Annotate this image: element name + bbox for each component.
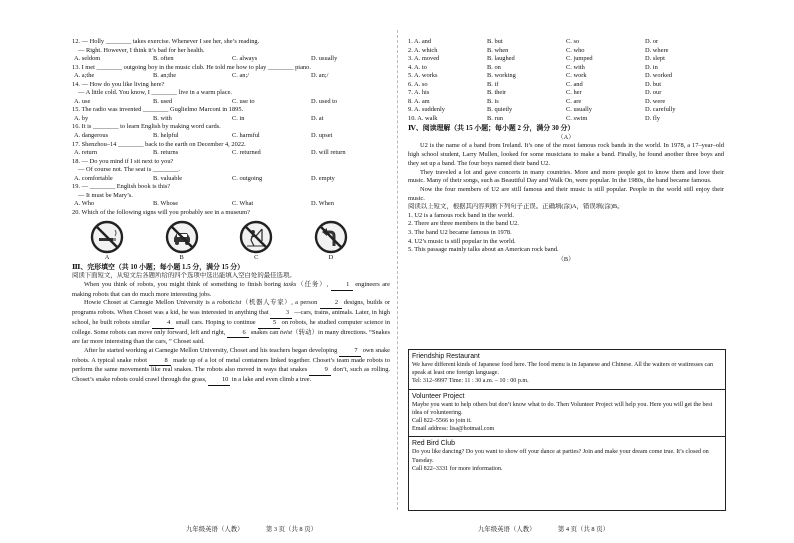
- option: B. when: [487, 46, 509, 54]
- option: D. carefully: [645, 106, 676, 114]
- option: B. with: [153, 114, 172, 122]
- cloze-option-row: [408, 55, 724, 64]
- passage-a: [408, 142, 724, 203]
- option: B. laughed: [487, 55, 515, 63]
- cloze-blank: 3: [270, 309, 292, 319]
- option: C. use to: [232, 97, 255, 105]
- notice-title: Volunteer Project: [412, 392, 465, 400]
- sign-a: [88, 220, 126, 262]
- option: D. empty: [311, 174, 335, 182]
- cloze-blank: 10: [208, 376, 230, 386]
- option-row: [72, 149, 390, 158]
- cloze-text: small cars. Hoping to continue: [173, 318, 258, 326]
- cloze-option-row: [408, 38, 724, 47]
- option: C. What: [232, 200, 254, 208]
- option: 8. A. am: [408, 97, 430, 105]
- option: D. where: [645, 46, 669, 54]
- cloze-passage: [72, 281, 390, 386]
- cloze-blank: 6: [227, 329, 249, 339]
- option: C. so: [566, 38, 580, 45]
- option-row: [72, 175, 390, 184]
- question-reply: — It must be Mary’s.: [78, 191, 133, 199]
- statement: 4. U2’s music is still popular in the world.: [408, 237, 516, 245]
- option: B. often: [153, 55, 174, 63]
- option: 6. A. so: [408, 80, 428, 88]
- statement: 5. This passage mainly talks about an American rock band.: [408, 246, 559, 254]
- cloze-blank: 4: [152, 319, 174, 329]
- question-stem: 17. Shenzhou–14 ________ back to the earth on December 4, 2022.: [72, 140, 246, 148]
- sign-b: [163, 220, 201, 262]
- sign-d: [312, 220, 350, 262]
- option-row: [72, 98, 390, 107]
- notice-box: [409, 390, 725, 438]
- option: A. comfortable: [74, 174, 113, 182]
- right-page: [408, 38, 724, 264]
- sign-letter: A: [104, 254, 110, 262]
- question-reply: — A little cold. You know, I ________ live in a warm place.: [78, 89, 233, 97]
- option: B. Whose: [153, 200, 179, 208]
- cloze-text: （转动）in many directions. “Snakes are far more interesting than the cars, ” Choset said.: [72, 328, 390, 346]
- cloze-blank: 2: [320, 299, 342, 309]
- glossed-word: tasks: [283, 281, 297, 289]
- cloze-blank: 7: [339, 347, 361, 357]
- passage-a-label: （A）: [557, 134, 575, 142]
- option: 4. A. to: [408, 63, 427, 71]
- cloze-option-row: [408, 47, 724, 56]
- question-stem: 16. It is ________ to learn English by making word cards.: [72, 123, 221, 131]
- glossed-word: twist: [280, 328, 293, 336]
- option: C. returned: [232, 149, 261, 157]
- passage-paragraph: Now the four members of U2 are still famous and their music is still popular. People in the world still enjoy their music.: [408, 185, 724, 202]
- option: A. Who: [74, 200, 95, 208]
- cloze-text: own snake robots. A typical snake robot: [72, 346, 390, 364]
- left-page: [72, 38, 390, 386]
- option: C. are: [566, 97, 582, 105]
- cloze-text: in a lake and even climb a tree.: [230, 376, 312, 384]
- option: 3. A. moved: [408, 55, 440, 63]
- cloze-option-row: [408, 98, 724, 107]
- option: D. our: [645, 89, 662, 97]
- cloze-text: designs, builds or programs robots. When Choset was a kid, he was interested in anything that: [72, 299, 391, 317]
- option: D. slept: [645, 55, 665, 63]
- option: 9. A. suddenly: [408, 106, 445, 114]
- cloze-option-row: [408, 89, 724, 98]
- no-left-turn-icon: [312, 220, 350, 254]
- option: C. always: [232, 55, 258, 63]
- option: A. dangerous: [74, 132, 109, 140]
- page-divider: [397, 30, 398, 510]
- cloze-option-row: [408, 115, 724, 124]
- option: C. who: [566, 46, 585, 54]
- option: B. helpful: [153, 132, 179, 140]
- notice-line: Email address: lisa@hotmail.com: [412, 426, 495, 433]
- cloze-option-row: [408, 106, 724, 115]
- notice-box: [409, 350, 725, 390]
- notice-title: Red Bird Club: [412, 440, 455, 448]
- option: A. seldom: [74, 55, 101, 63]
- option: D. or: [645, 38, 659, 45]
- option-row: [72, 72, 390, 81]
- option: A. by: [74, 114, 89, 122]
- notice-line: Do you like dancing? Do you want to show off your dance at parties? Join and make your dream come true. It’s closed on Tuesday.: [412, 449, 709, 464]
- option: B. valuable: [153, 174, 183, 182]
- cloze-text: （机器人专家）, a person: [241, 299, 320, 307]
- option: C. her: [566, 89, 582, 97]
- question-stem: 20. Which of the following signs will you probably see in a museum?: [72, 208, 250, 216]
- notice-line: We have different kinds of Japanese food here. The food menu is in Japanese and Chinese. All the waiters or waitresses can speak at least one foreign language.: [412, 362, 713, 377]
- statement: 1. U2 is a famous rock band in the world.: [408, 211, 514, 219]
- sign-pictures: [88, 220, 350, 262]
- notice-line: Tel: 312–9997 Time: 11 : 30 a.m. – 10 : 00 p.m.: [412, 378, 529, 385]
- no-smoking-icon: [88, 220, 126, 254]
- statements: [408, 212, 724, 255]
- glossed-word: roboticist: [217, 299, 242, 307]
- cloze-option-row: [408, 72, 724, 81]
- option: B. but: [487, 38, 503, 45]
- passage-paragraph: U2 is the name of a band from Ireland. It’s one of the most famous rock bands in the world. In 1978, a 17–year–old high school student, Larry Mullen, looked for some musicians to make a band. Finally, he found another three boys and they set up a band. The four boys named their band U2.: [408, 142, 724, 167]
- option: 10. A. walk: [408, 114, 438, 122]
- option-row: [72, 55, 390, 64]
- option: C. outgoing: [232, 174, 263, 182]
- option: D. usually: [311, 55, 338, 63]
- option: B. returns: [153, 149, 179, 157]
- option: D. at: [311, 114, 324, 122]
- cloze-paragraph: [72, 299, 390, 347]
- option: C. in: [232, 114, 245, 122]
- section4-title: Ⅳ、阅读理解（共 15 小题；每小题 2 分，满分 30 分）: [408, 125, 575, 133]
- instruction-a: 阅读以上短文，根据其内容判断下列句子正误。正确填(涂)A，错误填(涂)B。: [408, 203, 624, 211]
- no-fishing-icon: [237, 220, 275, 254]
- option: C. with: [566, 63, 585, 71]
- right-footer: 九年级英语（人教） 第 4 页（共 8 页）: [478, 526, 610, 533]
- cloze-text: don’t, such as rolling. Choset’s snake robots could crawl through the grass,: [72, 366, 391, 384]
- option: C. usually: [566, 106, 592, 114]
- option-row: [72, 115, 390, 124]
- option: B. if: [487, 80, 499, 88]
- option: A. a;the: [74, 72, 95, 80]
- no-cars-icon: [163, 220, 201, 254]
- notice-box: [409, 437, 725, 476]
- cloze-blank: 9: [309, 366, 331, 376]
- option: B. run: [487, 114, 503, 122]
- option: D. in: [645, 63, 658, 71]
- question-stem: 15. The radio was invented ________ Guglielmo Marconi in 1895.: [72, 106, 244, 114]
- option: B. working: [487, 72, 516, 80]
- notices: [408, 349, 726, 511]
- option: B. their: [487, 89, 507, 97]
- cloze-text: made up of a lot of metal containers linked together. Choset’s team made robots to perform the same movements like real snakes. The robots also moved in ways that snakes: [72, 356, 390, 374]
- cloze-text: on robots, he studied computer science in college. Some robots can move only forward, left and right,: [72, 318, 390, 336]
- statement: 3. The band U2 became famous in 1978.: [408, 229, 512, 237]
- cloze-blank: 1: [331, 281, 353, 291]
- question-stem: 12. — Holly ________ takes exercise. Whenever I see her, she’s reading.: [72, 38, 260, 45]
- option: C. jumped: [566, 55, 593, 63]
- question-reply: — Of course not. The seat is ________.: [78, 166, 180, 174]
- statement: 2. There are three members in the band U2.: [408, 220, 519, 228]
- section3-title: Ⅲ、完形填空（共 10 小题；每小题 1.5 分，满分 15 分）: [72, 264, 245, 272]
- cloze-text: When you think of robots, you might think of something to finish boring: [84, 281, 284, 289]
- section3-instruction: 阅读下面短文，从短文后各题所给的四个选项中选出能填入空白处的最佳选项。: [72, 272, 296, 280]
- cloze-blank: 8: [149, 357, 171, 367]
- cloze-paragraph: [72, 347, 390, 386]
- option: D. an;/: [311, 72, 329, 80]
- cloze-text: snakes can: [249, 328, 280, 336]
- cloze-option-row: [408, 81, 724, 90]
- option: 5. A. works: [408, 72, 438, 80]
- passage-paragraph: They traveled a lot and gave concerts in many countries. More and more people got to know them and love their music. Many of their songs, such as Beautiful Day and Walk On, were popular. In the 1980s, the band became famous.: [408, 168, 724, 185]
- option: D. When: [311, 200, 334, 208]
- option: B. on: [487, 63, 501, 71]
- cloze-text: Howie Choset at Carnegie Mellon University is a: [84, 299, 218, 307]
- option: 2. A. which: [408, 46, 438, 54]
- option-row: [72, 200, 390, 209]
- option: D. will return: [311, 149, 346, 157]
- option: A. return: [74, 149, 98, 157]
- cloze-text: —cars, trains, animals. Later, in high school, he built robots similar: [72, 309, 390, 326]
- cloze-option-row: [408, 64, 724, 73]
- option: D. upset: [311, 132, 333, 140]
- multiple-choice-section: [72, 38, 390, 217]
- question-stem: 18. — Do you mind if I sit next to you?: [72, 157, 174, 165]
- notice-title: Friendship Restaurant: [412, 353, 480, 360]
- option: C. harmful: [232, 132, 260, 140]
- option: D. were: [645, 97, 666, 105]
- option: C. swim: [566, 114, 588, 122]
- option: D. worked: [645, 72, 672, 80]
- option-row: [72, 132, 390, 141]
- cloze-blank: 5: [258, 319, 280, 329]
- option: D. used to: [311, 97, 338, 105]
- sign-letter: D: [328, 254, 334, 262]
- option: C. work: [566, 72, 587, 80]
- passage-b-label: （B）: [557, 255, 575, 263]
- option: D. but: [645, 80, 661, 88]
- option: 1. A. and: [408, 38, 432, 45]
- sign-letter: C: [254, 254, 259, 262]
- cloze-options: [408, 38, 724, 123]
- cloze-text: engineers are making robots that can do much more interesting jobs.: [72, 281, 391, 298]
- option: B. is: [487, 97, 499, 105]
- notice-line: Call 822–5566 to join it.: [412, 418, 472, 425]
- cloze-text: After he started working at Carnegie Mellon University, Choset and his teachers began developing: [84, 346, 340, 354]
- option: B. quietly: [487, 106, 513, 114]
- option: C. an;/: [232, 72, 250, 80]
- cloze-text: （任务）,: [296, 281, 331, 289]
- option: B. used: [153, 97, 173, 105]
- cloze-paragraph: [72, 281, 390, 299]
- sign-letter: B: [179, 254, 184, 262]
- sign-c: [237, 220, 275, 262]
- option: D. fly: [645, 114, 660, 122]
- left-footer: 九年级英语（人教） 第 3 页（共 8 页）: [186, 526, 318, 533]
- notice-line: Maybe you want to help others but don’t know what to do. Then Volunteer Project will help you. Here you will get the best idea of volunteering.: [412, 401, 713, 416]
- option: 7. A. his: [408, 89, 430, 97]
- question-reply: — Right. However, I think it’s bad for her health.: [78, 46, 205, 54]
- option: B. an;the: [153, 72, 177, 80]
- question-stem: 19. — ________ English book is this?: [72, 183, 171, 191]
- notice-line: Call 822–3331 for more information.: [412, 465, 503, 472]
- question-stem: 14. — How do you like living here?: [72, 80, 165, 88]
- option: A. use: [74, 97, 91, 105]
- question-stem: 13. I met ________ outgoing boy in the music club. He told me how to play ________ piano.: [72, 63, 311, 71]
- option: C. and: [566, 80, 583, 88]
